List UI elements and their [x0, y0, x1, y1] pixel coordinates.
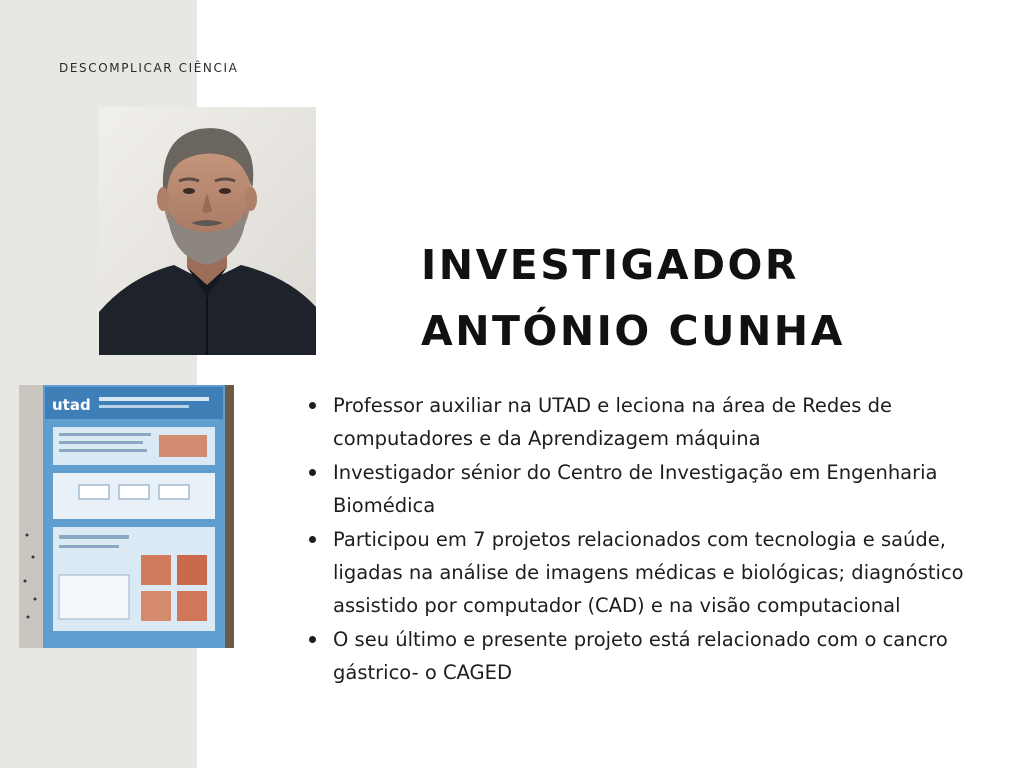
bullet-icon — [309, 469, 316, 476]
title-line-1: INVESTIGADOR — [421, 241, 799, 289]
list-item: Professor auxiliar na UTAD e leciona na área de Redes de computadores e da Aprendizagem máquina — [309, 389, 1009, 455]
poster-logo: utad — [52, 396, 91, 414]
title-line-2: ANTÓNIO CUNHA — [421, 307, 845, 355]
portrait-photo — [99, 107, 316, 355]
brand-label: DESCOMPLICAR CIÊNCIA — [59, 61, 239, 75]
bullet-icon — [309, 402, 316, 409]
list-item: O seu último e presente projeto está relacionado com o cancro gástrico- o CAGED — [309, 623, 1009, 689]
bullet-icon — [309, 536, 316, 543]
bullet-icon — [309, 636, 316, 643]
poster-photo — [19, 385, 234, 648]
facts-list — [309, 389, 1009, 690]
list-item: Investigador sénior do Centro de Investigação em Engenharia Biomédica — [309, 456, 1009, 522]
list-item: Participou em 7 projetos relacionados com tecnologia e saúde, ligadas na análise de imagens médicas e biológicas; diagnóstico assistido por computador (CAD) e na visão computacional — [309, 523, 1009, 622]
page-title — [421, 232, 845, 364]
